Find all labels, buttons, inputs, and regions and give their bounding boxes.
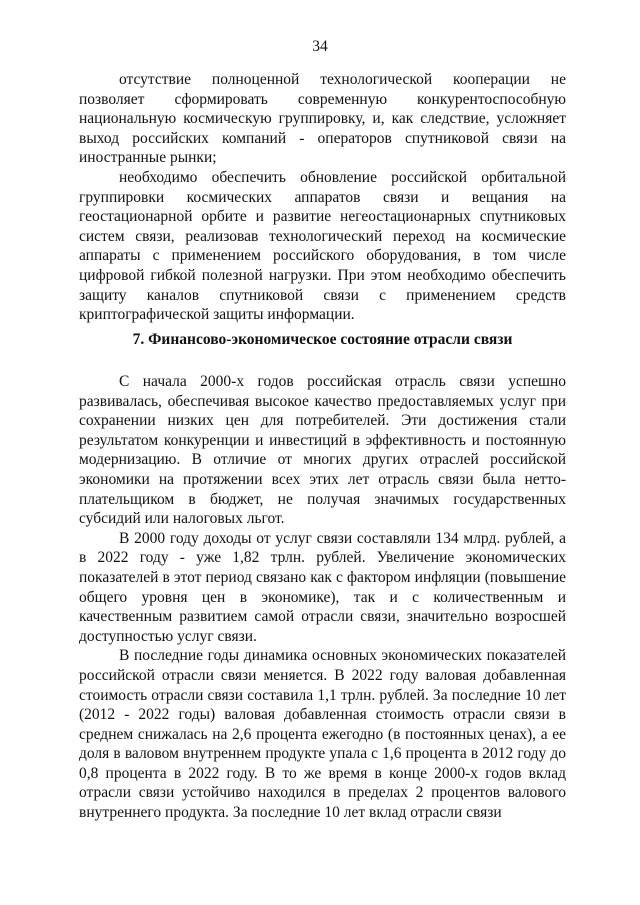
paragraph-dynamics: В последние годы динамика основных экономических показателей российской отрасли связи меняется. В 2022 году валовая добавленная стоимость отрасли связи составила 1,1 трлн. рублей. За последние 10 лет (2012 - 2022 годы) валовая добавленная стоимость отрасли связи в среднем снижалась на 2,6 процента ежегодно (в постоянных ценах), а ее доля в валовом внутреннем продукте упала с 1,6 процента в 2012 году до 0,8 процента в 2022 году. В то же время в конце 2000-х годов вклад отрасли связи устойчиво находился в пределах 2 процентов валового внутреннего продукта. За последние 10 лет вклад отрасли связи [79, 647, 566, 822]
paragraph-industry-history: С начала 2000-х годов российская отрасль связи успешно развивалась, обеспечивая высокое качество предоставляемых услуг при сохранении низких цен для потребителей. Эти достижения стали результатом конкуренции и инвестиций в эффективность и постоянную модернизацию. В отличие от многих других отраслей российской экономики на протяжении всех этих лет отрасль связи была нетто-плательщиком в бюджет, не получая значимых государственных субсидий или налоговых льгот. [79, 373, 566, 528]
paragraph-orbital-group: необходимо обеспечить обновление российской орбитальной группировки космических аппаратов связи и вещания на геостационарной орбите и развитие негеостационарных спутниковых систем связи, реализовав технологический переход на космические аппараты с применением российского оборудования, в том числе цифровой гибкой полезной нагрузки. При этом необходимо обеспечить защиту каналов спутниковой связи с применением средств криптографической защиты информации. [79, 168, 566, 324]
paragraph-revenue: В 2000 году доходы от услуг связи составляли 134 млрд. рублей, а в 2022 году - уже 1,82 трлн. рублей. Увеличение экономических показателей в этот период связано как с фактором инфляции (повышение общего уровня цен в экономике), так и с количественным и качественным развитием самой отрасли связи, значительно возросшей доступностью услуг связи. [79, 529, 566, 645]
paragraph-cooperation: отсутствие полноценной технологической кооперации не позволяет сформировать современную конкурентоспособную национальную космическую группировку, и, как следствие, усложняет выход российских компаний - операторов спутниковой связи на иностранные рынки; [79, 71, 566, 167]
page-number: 34 [312, 38, 328, 55]
section-heading: 7. Финансово-экономическое состояние отрасли связи [132, 331, 513, 348]
section-text-block [79, 372, 566, 823]
top-text-block [79, 70, 566, 325]
